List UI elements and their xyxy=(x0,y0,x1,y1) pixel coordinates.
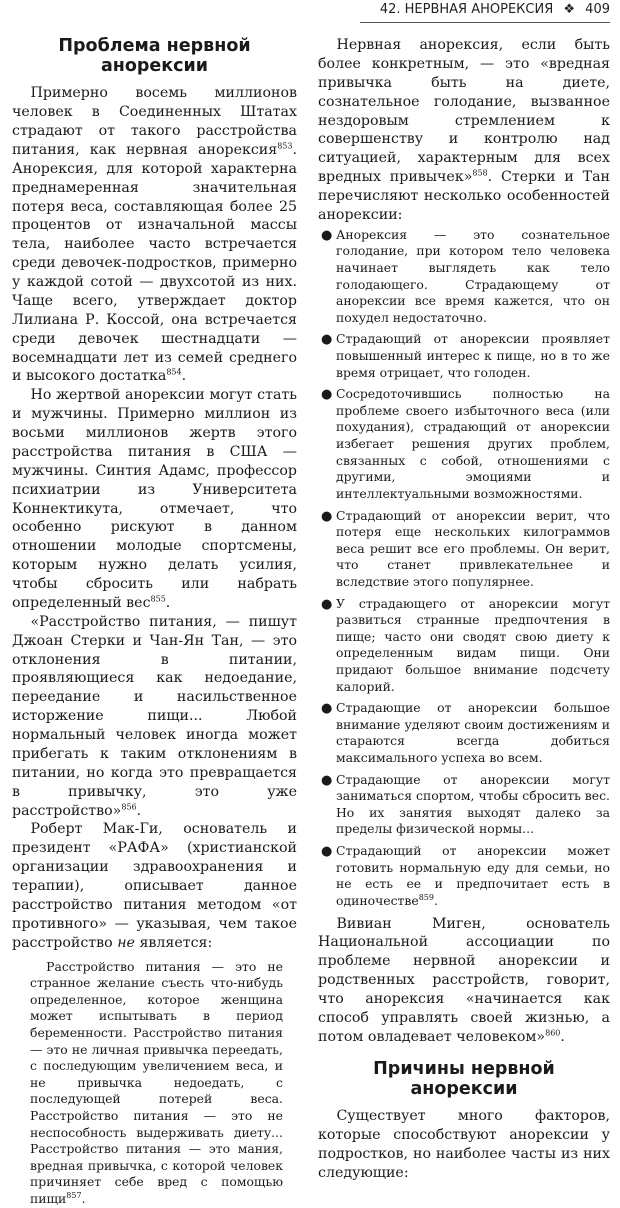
paragraph: Нервная анорексия, если быть более конкретным, — это «вредная привычка быть на диете, сознательное голодание, вызванное нездоровым стремлением к совершенству и контролю над ситуацией, характерным для всех вредных привычек»$^{858}$. Стерки и Тан перечисляют несколько особенностей анорексии: xyxy=(318,37,610,223)
footnote-ref: 860 xyxy=(545,1028,561,1038)
footnote-ref: 854 xyxy=(166,367,182,377)
bullet-icon: ● xyxy=(321,332,333,348)
diamond-icon: ❖ xyxy=(563,2,576,17)
footnote-ref: 857 xyxy=(66,1190,82,1200)
left-column xyxy=(12,36,297,1208)
footnote-ref: 855 xyxy=(150,594,166,604)
bullet-icon: ● xyxy=(321,596,333,612)
header-rule xyxy=(360,22,610,23)
list-item: ● Анорексия — это сознательное голодание, при котором тело человека начинает выглядеть как тело голодающего. Страдающему от анорексии все время кажется, что он похудел недостаточно. xyxy=(321,226,610,325)
section-title-2: Причины нервной анорексии xyxy=(373,1058,555,1099)
paragraph: Но жертвой анорексии могут стать и мужчины. Примерно миллион из восьми миллионов жертв этого расстройства питания в США — мужчины. Синтия Адамс, профессор психиатрии из Университета Коннектикута, отмечает, что особенно рискуют в данном отношении молодые спортсмены, которым нужно делать усилия, чтобы сбросить или набрать определенный вес$^{855}$. xyxy=(12,387,297,611)
page-number: 409 xyxy=(585,2,610,17)
list-item: ● Страдающий от анорексии проявляет повышенный интерес к пище, но в то же время отрицает, что голоден. xyxy=(321,331,610,380)
section-title: Проблема нервной анорексии xyxy=(58,36,251,77)
footnote-ref: 858 xyxy=(472,168,488,178)
chapter-title: 42. НЕРВНАЯ АНОРЕКСИЯ xyxy=(379,2,554,17)
list-item: ● Страдающий от анорексии верит, что потеря еще нескольких килограммов веса решит все его проблемы. Он верит, что станет привлекательнее и вследствие этого популярнее. xyxy=(321,507,610,589)
footnote-ref: 859 xyxy=(418,892,434,902)
paragraph: Вивиан Миген, основатель Национальной ассоциации по проблеме нервной анорексии и родственных расстройств, говорит, что анорексия «начинается как способ управлять своей жизнью, а потом овладевает человеком»$^{860}$. xyxy=(318,915,610,1045)
list-item: ● У страдающего от анорексии могут развиться странные предпочтения в пище; часто они сводят свою диету к определенным видам пищи. Они придают большое внимание подсчету калорий. xyxy=(321,595,610,694)
bullet-icon: ● xyxy=(321,227,333,243)
list-item: ● Страдающий от анорексии может готовить нормальную еду для семьи, но не есть ее и предпочитает есть в одиночестве$^{859}$. xyxy=(321,843,610,908)
bullet-icon: ● xyxy=(321,844,333,860)
list-item: ● Страдающие от анорексии большое внимание уделяют своим достижениям и стараются всегда добиться максимального успеха во всем. xyxy=(321,700,610,766)
bullet-icon: ● xyxy=(321,701,333,717)
bullet-icon: ● xyxy=(321,387,333,403)
block-quote: Расстройство питания — это не странное желание съесть что-нибудь определенное, которое женщина может испытывать в период беременности. Расстройство питания — это не личная привычка переедать, с последующим увеличением веса, и не привычка недоедать, с последующей потерей веса. Расстройство питания — это не неспособность выдерживать диету... Расстройство питания — это мания, вредная привычка, с которой человек причиняет себе вред с помощью пищи$^{857}$. xyxy=(30,958,283,1207)
paragraph: Примерно восемь миллионов человек в Соединенных Штатах страдают от такого расстройства питания, как нервная анорексия$^{853}$. Анорексия, для которой характерна преднамеренная значительная потеря веса, составляющая более 25 процентов от изначальной массы тела, наиболее часто встречается среди девочек-подростков, примерно у каждой сотой — двухсотой из них. Чаще всего, утверждает доктор Лилиана Р. Коссой, она встречается среди девочек шестнадцати — восемнадцати лет из семей среднего и высокого достатка$^{854}$. xyxy=(12,85,297,385)
bullet-list xyxy=(318,227,610,910)
list-item: ● Сосредоточившись полностью на проблеме своего избыточного веса (или похудания), страдающий от анорексии избегает решения других проблем, связанных с собой, отношениями с другими, эмоциями и интеллектуальными возможностями. xyxy=(321,386,610,501)
footnote-ref: 853 xyxy=(277,141,293,151)
list-item: ● Страдающие от анорексии могут заниматься спортом, чтобы сбросить вес. Но их занятия выходят далеко за пределы физической нормы... xyxy=(321,771,610,837)
footnote-ref: 856 xyxy=(121,801,137,811)
emphasis: не xyxy=(117,934,135,951)
paragraph: «Расстройство питания, — пишут Джоан Стерки и Чан-Ян Тан, — это отклонения в питании, проявляющиеся как недоедание, переедание и насильственное исторжение пищи... Любой нормальный человек иногда может прибегать к таким отклонениям в питании, но когда это превращается в привычку, это уже расстройство»$^{856}$. xyxy=(12,613,297,819)
paragraph: Существует много факторов, которые способствуют анорексии у подростков, но наиболее часты из них следующие: xyxy=(318,1107,610,1181)
bullet-icon: ● xyxy=(321,772,333,788)
right-column xyxy=(318,36,610,1182)
running-header xyxy=(0,2,610,24)
bullet-icon: ● xyxy=(321,508,333,524)
paragraph: Роберт Мак-Ги, основатель и президент «РАФА» (христианской организации здравоохранения и терапии), описывает данное расстройство питания методом «от противного» — указывая, чем такое расстройство не является: xyxy=(12,821,297,951)
